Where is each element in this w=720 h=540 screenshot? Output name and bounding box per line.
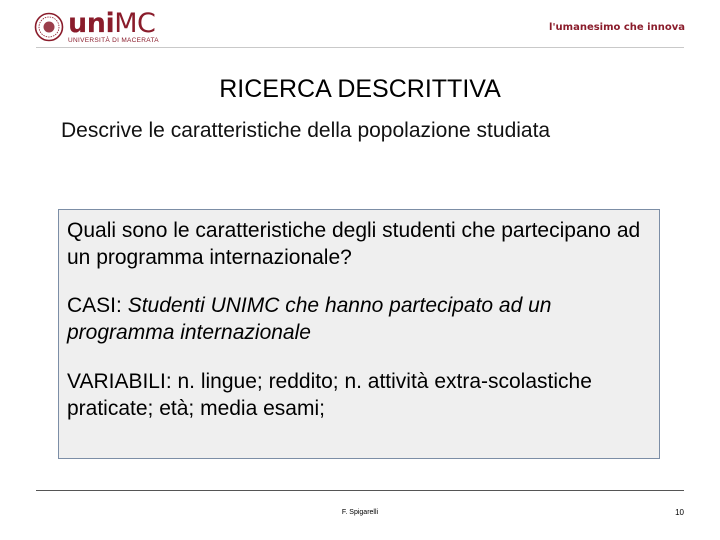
variables-paragraph — [67, 368, 651, 422]
header-divider — [36, 47, 684, 48]
variables-label: VARIABILI: — [67, 370, 172, 393]
cases-label: CASI: — [67, 294, 122, 317]
cases-paragraph — [67, 292, 651, 346]
university-seal-icon — [34, 12, 64, 42]
unimc-logo — [34, 10, 159, 45]
logo-subtitle: UNIVERSITÀ DI MACERATA — [68, 37, 159, 44]
logo-wordmark-uni: uni — [68, 8, 115, 39]
variables-text: n. lingue; reddito; n. attività extra-scolastiche praticate; età; media esami; — [67, 370, 592, 420]
page-number: 10 — [675, 508, 684, 517]
content-box — [58, 209, 660, 459]
slide-title: RICERCA DESCRITTIVA — [219, 75, 501, 103]
footer-author: F. Spigarelli — [341, 509, 379, 516]
slide-subtitle: Descrive le caratteristiche della popolazione studiata — [61, 119, 551, 142]
footer-divider — [36, 490, 684, 491]
tagline: l'umanesimo che innova — [549, 22, 685, 33]
logo-wordmark-mc: MC — [114, 8, 156, 39]
cases-text: Studenti UNIMC che hanno partecipato ad un programma internazionale — [67, 294, 552, 344]
research-question: Quali sono le caratteristiche degli studenti che partecipano ad un programma internazionale? — [67, 219, 641, 269]
